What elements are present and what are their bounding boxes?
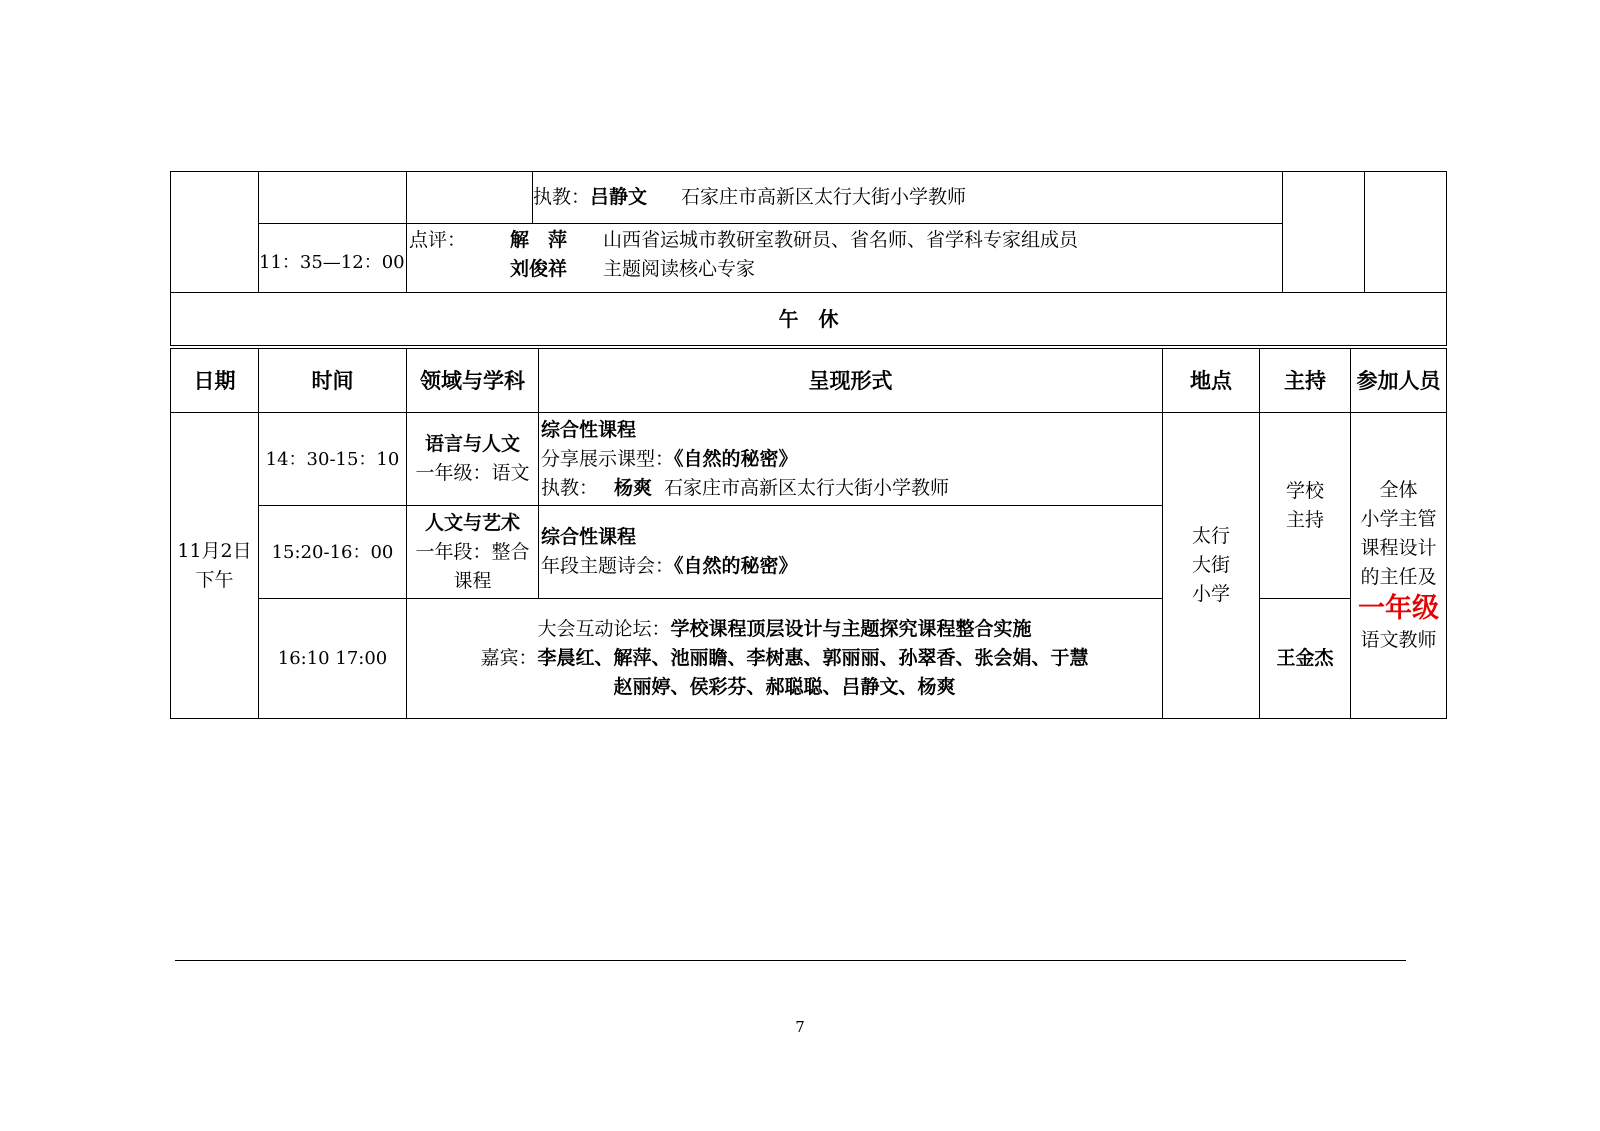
header-place: 地点 <box>1163 349 1260 413</box>
host-cell-name: 王金杰 <box>1260 599 1351 719</box>
row2-time: 15:20-16：00 <box>259 506 407 599</box>
row1-teacher-name: 杨爽 <box>614 476 653 499</box>
page-number: 7 <box>795 1018 805 1036</box>
header-participants: 参加人员 <box>1351 349 1447 413</box>
row1-format <box>539 413 1163 506</box>
forum-title: 学校课程顶层设计与主题探究课程整合实施 <box>670 618 1032 640</box>
break-row <box>171 293 1447 346</box>
top-domain-cell-empty <box>407 172 533 224</box>
participants-highlight: 一年级 <box>1358 593 1439 624</box>
row1-detail-label: 分享展示课型： <box>541 447 675 470</box>
schedule-table <box>170 348 1447 719</box>
row2-domain-sub-2: 课程 <box>453 569 492 592</box>
row2-domain-sub-1: 一年段：整合 <box>415 540 530 563</box>
row1-time: 14：30-15：10 <box>259 413 407 506</box>
place-line-2: 大街 <box>1191 554 1230 576</box>
header-row <box>171 349 1447 413</box>
participants-line-1: 全体 <box>1379 479 1418 501</box>
header-format: 呈现形式 <box>539 349 1163 413</box>
host1-line-1: 学校 <box>1285 479 1324 502</box>
row1-domain-title: 语言与人文 <box>424 433 520 455</box>
review-time: 11：35—12：00 <box>259 224 407 293</box>
row2-course-type: 综合性课程 <box>541 526 637 548</box>
footer-rule <box>175 960 1406 961</box>
row2-domain-title: 人文与艺术 <box>424 511 520 534</box>
schedule-row-1 <box>171 413 1447 506</box>
header-domain: 领域与学科 <box>407 349 539 413</box>
top-host-cell <box>1283 172 1365 293</box>
forum-label: 大会互动论坛： <box>537 618 671 640</box>
row3-time: 16:10 17:00 <box>259 599 407 719</box>
top-time-cell-empty <box>259 172 407 224</box>
host-cell-school <box>1260 413 1351 599</box>
date-line-1: 11月2日 <box>177 539 252 562</box>
place-line-3: 小学 <box>1191 583 1230 605</box>
top-participants-cell <box>1365 172 1447 293</box>
reviewer-title-2: 主题阅读核心专家 <box>603 258 756 280</box>
participants-line-4: 的主任及 <box>1360 566 1437 588</box>
guests-label: 嘉宾： <box>480 647 538 669</box>
participants-line-2: 小学主管 <box>1360 508 1437 530</box>
participants-line-last: 语文教师 <box>1360 629 1437 651</box>
row2-detail-label: 年段主题诗会： <box>541 555 675 577</box>
top-row-teacher <box>171 172 1447 224</box>
header-time: 时间 <box>259 349 407 413</box>
top-teacher-cell <box>533 172 1283 224</box>
reviewer-title-1: 山西省运城市教研室教研员、省名师、省学科专家组成员 <box>603 229 1079 251</box>
date-line-2: 下午 <box>195 568 234 591</box>
reviewer-name-2: 刘俊祥 <box>510 258 568 280</box>
row1-teacher-org: 石家庄市高新区太行大街小学教师 <box>664 476 950 499</box>
row2-detail-value: 《自然的秘密》 <box>674 555 798 577</box>
teacher-prefix: 执教： <box>533 186 591 208</box>
participants-line-3: 课程设计 <box>1360 537 1437 559</box>
place-line-1: 太行 <box>1191 525 1230 547</box>
date-cell <box>171 413 259 719</box>
teacher-org: 石家庄市高新区太行大街小学教师 <box>681 186 967 208</box>
comment-label: 点评： <box>409 229 467 251</box>
host1-line-2: 主持 <box>1285 508 1324 531</box>
row1-teacher-label: 执教： <box>541 476 599 499</box>
review-cell <box>407 224 1283 293</box>
row1-detail-value: 《自然的秘密》 <box>674 447 798 470</box>
row1-domain-sub: 一年级：语文 <box>415 462 530 484</box>
header-host: 主持 <box>1260 349 1351 413</box>
row1-course-type: 综合性课程 <box>541 418 637 441</box>
participants-cell <box>1351 413 1447 719</box>
reviewer-name-1: 解 萍 <box>510 229 568 251</box>
lunch-break-label: 午 休 <box>171 293 1447 346</box>
row2-domain <box>407 506 539 599</box>
teacher-name: 吕静文 <box>590 186 648 208</box>
top-row-review <box>171 224 1447 293</box>
place-cell <box>1163 413 1260 719</box>
guests-line-1: 李晨红、解萍、池丽瞻、李树惠、郭丽丽、孙翠香、张会娟、于慧 <box>537 647 1089 669</box>
row2-format <box>539 506 1163 599</box>
header-date: 日期 <box>171 349 259 413</box>
guests-line-2: 赵丽婷、侯彩芬、郝聪聪、吕静文、杨爽 <box>613 676 956 698</box>
top-date-cell <box>171 172 259 293</box>
top-table <box>170 171 1447 346</box>
forum-cell <box>407 599 1163 719</box>
row1-domain <box>407 413 539 506</box>
